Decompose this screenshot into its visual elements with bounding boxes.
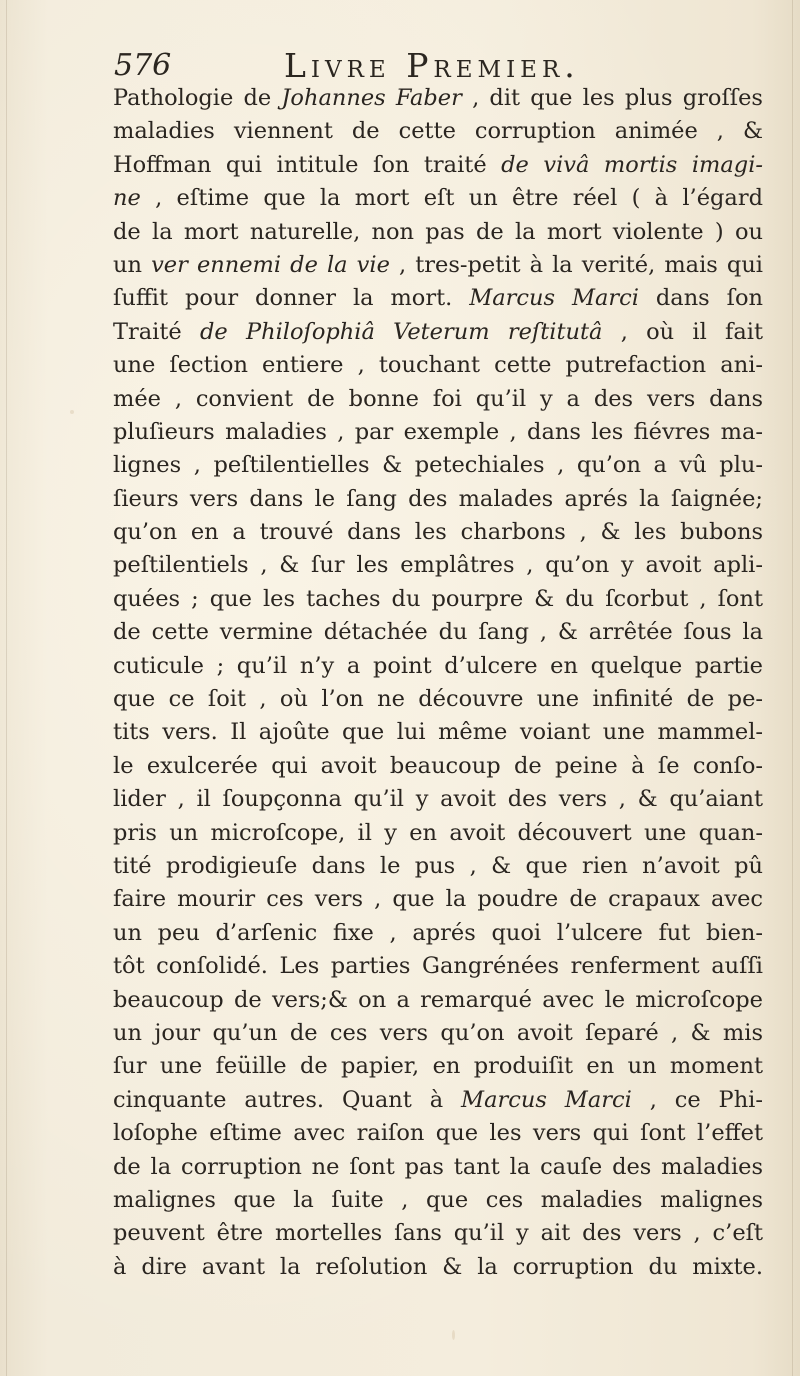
page-edge-shadow bbox=[6, 0, 7, 1376]
text-segment: tôt conſolidé. Les parties Gangrénées renferment auſſi bbox=[113, 953, 763, 980]
page-edge-shadow bbox=[792, 0, 793, 1376]
text-segment: cinquante autres. Quant à bbox=[113, 1086, 462, 1113]
text-line bbox=[113, 1084, 763, 1117]
text-segment: beaucoup de vers;& on a remarqué avec le microſcope bbox=[113, 986, 763, 1013]
text-segment: un bbox=[113, 251, 152, 278]
italic-text: ver ennemi de la vie bbox=[151, 251, 390, 278]
text-segment: un jour qu’un de ces vers qu’on avoit ſeparé , & mis bbox=[113, 1019, 763, 1046]
text-segment: lider , il ſoupçonna qu’il y avoit des vers , & qu’aiant bbox=[113, 786, 763, 813]
text-line bbox=[113, 1251, 763, 1284]
text-line bbox=[113, 1184, 763, 1217]
running-head: Livre Premier. bbox=[284, 46, 580, 85]
text-line bbox=[113, 182, 763, 215]
body-text bbox=[113, 82, 763, 1284]
text-line bbox=[113, 115, 763, 148]
text-segment: cuticule ; qu’il n’y a point d’ulcere en quelque partie bbox=[113, 652, 763, 679]
text-line bbox=[113, 650, 763, 683]
text-segment: malignes que la ſuite , que ces maladies malignes bbox=[113, 1186, 763, 1213]
text-segment: tits vers. Il ajoûte que lui même voiant une mammel- bbox=[113, 719, 763, 746]
text-segment: de cette vermine détachée du ſang , & arrêtée ſous la bbox=[113, 619, 763, 646]
text-segment: tité prodigieuſe dans le pus , & que rien n’avoit pû bbox=[113, 852, 763, 879]
italic-text: Johannes Faber bbox=[281, 85, 462, 111]
text-line bbox=[113, 817, 763, 850]
text-line bbox=[113, 149, 763, 182]
text-line bbox=[113, 616, 763, 649]
paper-spot bbox=[452, 1330, 455, 1340]
text-segment: qu’on en a trouvé dans les charbons , & les bubons bbox=[113, 519, 763, 546]
italic-text: Marcus Marci bbox=[469, 285, 639, 312]
text-segment: loſophe eſtime avec raiſon que les vers qui ſont l’effet bbox=[113, 1120, 763, 1147]
text-line bbox=[113, 850, 763, 883]
text-segment: quées ; que les taches du pourpre & du ſcorbut , ſont bbox=[113, 585, 763, 612]
text-line bbox=[113, 1017, 763, 1050]
text-segment: ſieurs vers dans le ſang des malades aprés la ſaignée; bbox=[113, 485, 763, 512]
text-line bbox=[113, 316, 763, 349]
text-line bbox=[113, 783, 763, 816]
text-line bbox=[113, 984, 763, 1017]
text-segment: mée , convient de bonne foi qu’il y a des vers dans bbox=[113, 385, 763, 412]
text-line bbox=[113, 917, 763, 950]
text-segment: dans ſon bbox=[638, 285, 763, 312]
text-line bbox=[113, 1050, 763, 1083]
text-segment: que ce ſoit , où l’on ne découvre une infinité de pe- bbox=[113, 686, 763, 713]
text-line bbox=[113, 416, 763, 449]
text-segment: peſtilentiels , & ſur les emplâtres , qu’on y avoit apli- bbox=[113, 552, 763, 579]
italic-text: ne bbox=[113, 185, 141, 212]
text-line bbox=[113, 549, 763, 582]
text-line bbox=[113, 282, 763, 315]
text-line bbox=[113, 216, 763, 249]
page-number: 576 bbox=[114, 48, 172, 83]
text-segment: Pathologie de bbox=[113, 85, 282, 111]
text-line bbox=[113, 483, 763, 516]
text-line bbox=[113, 516, 763, 549]
text-segment: lignes , peſtilentielles & petechiales , qu’on a vû plu- bbox=[113, 452, 763, 479]
text-segment: , ce Phi- bbox=[631, 1086, 763, 1113]
text-segment: Hoffman qui intitule ſon traité bbox=[113, 151, 502, 178]
text-line bbox=[113, 449, 763, 482]
text-segment: à dire avant la reſolution & la corruption du mixte. bbox=[113, 1253, 763, 1280]
text-line bbox=[113, 716, 763, 749]
text-line bbox=[113, 1117, 763, 1150]
text-segment: , dit que les plus groſſes bbox=[461, 85, 763, 111]
text-segment: ſur une feüille de papier, en produiſit en un moment bbox=[113, 1053, 763, 1080]
text-line bbox=[113, 750, 763, 783]
text-segment: faire mourir ces vers , que la poudre de crapaux avec bbox=[113, 886, 763, 913]
text-line bbox=[113, 950, 763, 983]
text-segment: le exulcerée qui avoit beaucoup de peine à ſe conſo- bbox=[113, 752, 763, 779]
text-line bbox=[113, 683, 763, 716]
paper-spot bbox=[70, 410, 74, 414]
italic-text: Marcus Marci bbox=[461, 1086, 632, 1113]
text-line bbox=[113, 383, 763, 416]
text-segment: , tres-petit à la verité, mais qui bbox=[389, 251, 764, 278]
text-segment: ſuffit pour donner la mort. bbox=[113, 285, 470, 312]
text-line bbox=[113, 249, 763, 282]
text-segment: peuvent être mortelles ſans qu’il y ait des vers , c’eſt bbox=[113, 1220, 763, 1247]
text-line bbox=[113, 583, 763, 616]
text-line bbox=[113, 1151, 763, 1184]
text-segment: pluſieurs maladies , par exemple , dans les fiévres ma- bbox=[113, 418, 763, 445]
text-segment: de la corruption ne ſont pas tant la cauſe des maladies bbox=[113, 1153, 763, 1180]
italic-text: de Philoſophiâ Veterum reſtitutâ bbox=[199, 318, 603, 345]
text-segment: maladies viennent de cette corruption animée , & bbox=[113, 118, 763, 145]
text-segment: Traité bbox=[113, 318, 200, 345]
text-line bbox=[113, 349, 763, 382]
italic-text: de vivâ mortis imagi- bbox=[501, 151, 763, 178]
text-line bbox=[113, 82, 763, 115]
text-segment: , eſtime que la mort eſt un être réel ( à l’égard bbox=[140, 185, 763, 212]
text-line bbox=[113, 883, 763, 916]
text-segment: de la mort naturelle, non pas de la mort violente ) ou bbox=[113, 218, 763, 245]
text-segment: un peu d’arſenic fixe , aprés quoi l’ulcere fut bien- bbox=[113, 919, 763, 946]
text-line bbox=[113, 1217, 763, 1250]
text-segment: pris un microſcope, il y en avoit découvert une quan- bbox=[113, 819, 763, 846]
text-segment: , où il fait bbox=[602, 318, 763, 345]
text-segment: une ſection entiere , touchant cette putrefaction ani- bbox=[113, 352, 763, 379]
